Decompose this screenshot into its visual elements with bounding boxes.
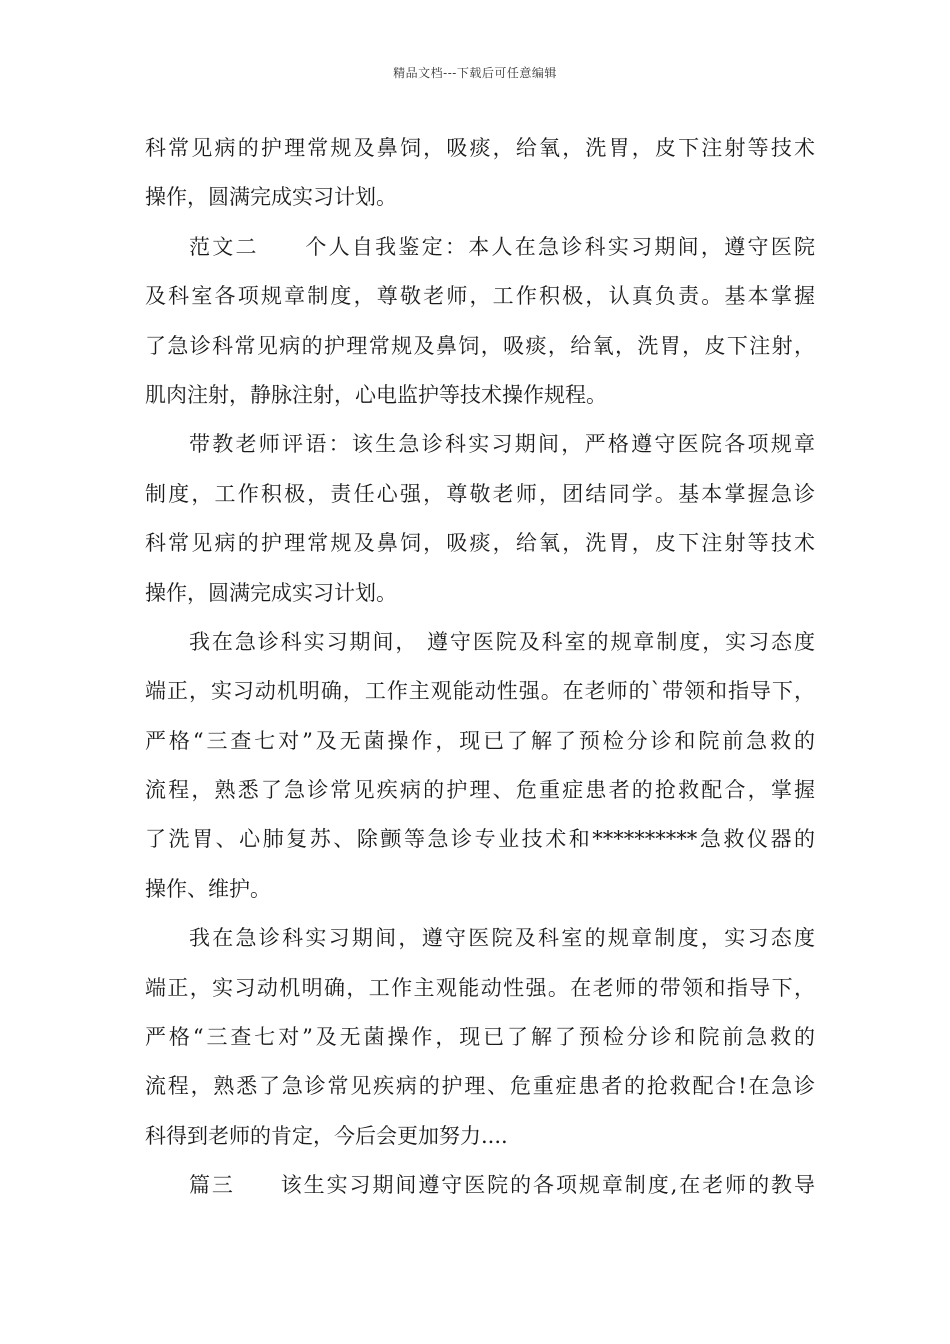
text-line: 我在急诊科实习期间， 遵守医院及科室的规章制度，实习态度 [189, 629, 815, 654]
text-line: 严格“三查七对”及无菌操作，现已了解了预检分诊和院前急救的 [145, 1025, 815, 1050]
text-line: 流程，熟悉了急诊常见疾病的护理、危重症患者的抢救配合，掌握 [145, 778, 815, 803]
page-header: 精品文档---下载后可任意编辑 [393, 66, 557, 80]
document-body [145, 124, 815, 1211]
text-line: 带教老师评语：该生急诊科实习期间，严格遵守医院各项规章 [189, 432, 815, 457]
text-line: 了急诊科常见病的护理常规及鼻饲，吸痰，给氧，洗胃，皮下注射， [145, 333, 815, 358]
text-line: 严格“三查七对”及无菌操作，现已了解了预检分诊和院前急救的 [145, 728, 815, 753]
text-line: 制度，工作积极，责任心强，尊敬老师，团结同学。基本掌握急诊 [145, 481, 815, 506]
text-line: 科得到老师的肯定，今后会更加努力.... [145, 1123, 508, 1148]
text-line: 肌肉注射，静脉注射，心电监护等技术操作规程。 [145, 382, 607, 407]
text-line: 篇三 该生实习期间遵守医院的各项规章制度,在老师的教导 [189, 1173, 815, 1198]
text-line: 我在急诊科实习期间，遵守医院及科室的规章制度，实习态度 [189, 926, 815, 951]
text-line: 操作、维护。 [145, 876, 271, 901]
text-line: 操作，圆满完成实习计划。 [145, 185, 397, 210]
text-line: 端正，实习动机明确，工作主观能动性强。在老师的带领和指导下， [145, 975, 815, 1000]
text-line: 及科室各项规章制度，尊敬老师，工作积极，认真负责。基本掌握 [145, 284, 815, 309]
text-line: 端正，实习动机明确，工作主观能动性强。在老师的`带领和指导下， [145, 679, 815, 704]
text-line: 范文二 个人自我鉴定：本人在急诊科实习期间，遵守医院 [189, 234, 815, 259]
text-line: 流程，熟悉了急诊常见疾病的护理、危重症患者的抢救配合!在急诊 [145, 1074, 815, 1099]
text-line: 科常见病的护理常规及鼻饲，吸痰，给氧，洗胃，皮下注射等技术 [145, 531, 815, 556]
text-line: 了洗胃、心肺复苏、除颤等急诊专业技术和**********急救仪器的 [145, 827, 815, 852]
text-line: 科常见病的护理常规及鼻饲，吸痰，给氧，洗胃，皮下注射等技术 [145, 136, 815, 160]
text-line: 操作，圆满完成实习计划。 [145, 580, 397, 605]
